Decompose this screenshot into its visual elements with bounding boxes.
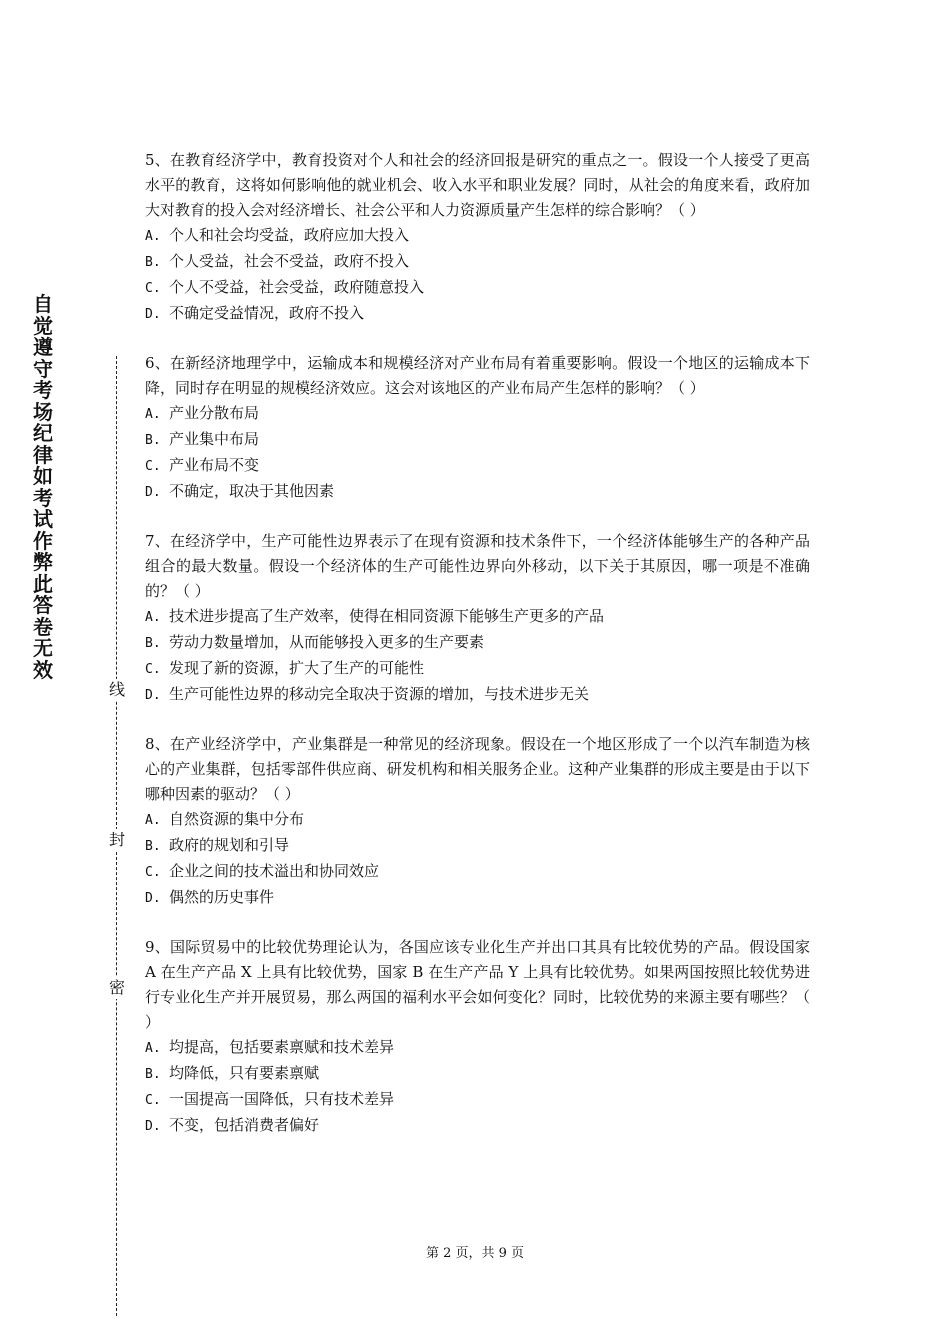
option-d[interactable]	[145, 1113, 810, 1139]
option-letter: A.	[145, 229, 161, 244]
option-b[interactable]	[145, 833, 810, 859]
option-a[interactable]	[145, 401, 810, 427]
option-a[interactable]	[145, 604, 810, 630]
option-a[interactable]	[145, 1035, 810, 1061]
option-letter: D.	[145, 307, 161, 322]
option-text: 产业分散布局	[169, 404, 260, 422]
option-d[interactable]	[145, 479, 810, 505]
question-stem: 6、在新经济地理学中，运输成本和规模经济对产业布局有着重要影响。假设一个地区的运输成本下降，同时存在明显的规模经济效应。这会对该地区的产业布局产生怎样的影响？（ ）	[145, 354, 810, 397]
option-letter: B.	[145, 433, 161, 448]
option-a[interactable]	[145, 807, 810, 833]
option-text: 政府的规划和引导	[169, 836, 290, 854]
option-d[interactable]	[145, 885, 810, 911]
question-9	[145, 935, 810, 1139]
option-a[interactable]	[145, 223, 810, 249]
option-letter: B.	[145, 839, 161, 854]
question-list	[145, 148, 810, 1163]
seal-label-mi: 密	[106, 977, 128, 999]
option-text: 均降低，只有要素禀赋	[169, 1064, 320, 1082]
option-text: 一国提高一国降低，只有技术差异	[169, 1090, 395, 1108]
option-c[interactable]	[145, 656, 810, 682]
option-letter: C.	[145, 1093, 161, 1108]
option-text: 自然资源的集中分布	[169, 810, 305, 828]
option-text: 不确定受益情况，政府不投入	[169, 304, 365, 322]
question-stem: 7、在经济学中，生产可能性边界表示了在现有资源和技术条件下，一个经济体能够生产的各种产品组合的最大数量。假设一个经济体的生产可能性边界向外移动，以下关于其原因，哪一项是不准确的？（ ）	[145, 532, 810, 600]
page-footer: 第 2 页，共 9 页	[425, 1246, 525, 1261]
option-c[interactable]	[145, 453, 810, 479]
option-b[interactable]	[145, 630, 810, 656]
option-text: 个人不受益，社会受益，政府随意投入	[169, 278, 425, 296]
option-letter: D.	[145, 1119, 161, 1134]
option-text: 不确定，取决于其他因素	[169, 482, 335, 500]
option-letter: B.	[145, 255, 161, 270]
exam-rules-notice: 自觉遵守考场纪律如考试作弊此答卷无效	[33, 292, 53, 682]
option-b[interactable]	[145, 249, 810, 275]
option-letter: A.	[145, 813, 161, 828]
question-stem: 8、在产业经济学中，产业集群是一种常见的经济现象。假设在一个地区形成了一个以汽车制造为核心的产业集群，包括零部件供应商、研发机构和相关服务企业。这种产业集群的形成主要是由于以下哪种因素的驱动？（ ）	[145, 735, 810, 803]
option-text: 产业集中布局	[169, 430, 260, 448]
question-stem: 9、国际贸易中的比较优势理论认为，各国应该专业化生产并出口其具有比较优势的产品。假设国家 A 在生产产品 X 上具有比较优势，国家 B 在生产产品 Y 上具有比较优势。如果两国按照比较优势进行专业化生产并开展贸易，那么两国的福利水平会如何变化？同时，比较优势的来源主要有哪些？（ ）	[145, 938, 810, 1031]
option-text: 企业之间的技术溢出和协同效应	[169, 862, 380, 880]
option-text: 均提高，包括要素禀赋和技术差异	[169, 1038, 395, 1056]
option-letter: D.	[145, 688, 161, 703]
option-text: 劳动力数量增加，从而能够投入更多的生产要素	[169, 633, 485, 651]
question-8	[145, 732, 810, 911]
option-letter: C.	[145, 459, 161, 474]
question-6	[145, 351, 810, 505]
option-letter: C.	[145, 865, 161, 880]
option-text: 个人和社会均受益，政府应加大投入	[169, 226, 410, 244]
option-text: 产业布局不变	[169, 456, 260, 474]
option-b[interactable]	[145, 1061, 810, 1087]
question-5	[145, 148, 810, 327]
option-letter: D.	[145, 891, 161, 906]
option-text: 偶然的历史事件	[169, 888, 275, 906]
option-letter: B.	[145, 1067, 161, 1082]
option-letter: C.	[145, 662, 161, 677]
option-text: 不变，包括消费者偏好	[169, 1116, 320, 1134]
question-7	[145, 529, 810, 708]
seal-label-xian: 线	[106, 679, 128, 701]
option-text: 生产可能性边界的移动完全取决于资源的增加，与技术进步无关	[169, 685, 590, 703]
option-letter: A.	[145, 407, 161, 422]
option-text: 个人受益，社会不受益，政府不投入	[169, 252, 410, 270]
option-letter: A.	[145, 1041, 161, 1056]
option-letter: C.	[145, 281, 161, 296]
option-d[interactable]	[145, 682, 810, 708]
option-c[interactable]	[145, 859, 810, 885]
option-letter: D.	[145, 485, 161, 500]
option-letter: B.	[145, 636, 161, 651]
option-c[interactable]	[145, 1087, 810, 1113]
binding-margin	[0, 0, 130, 1344]
question-stem: 5、在教育经济学中，教育投资对个人和社会的经济回报是研究的重点之一。假设一个人接受了更高水平的教育，这将如何影响他的就业机会、收入水平和职业发展？同时，从社会的角度来看，政府加大对教育的投入会对经济增长、社会公平和人力资源质量产生怎样的综合影响？（ ）	[145, 151, 810, 219]
option-d[interactable]	[145, 301, 810, 327]
option-letter: A.	[145, 610, 161, 625]
seal-label-feng: 封	[106, 829, 128, 851]
option-b[interactable]	[145, 427, 810, 453]
option-c[interactable]	[145, 275, 810, 301]
option-text: 发现了新的资源，扩大了生产的可能性	[169, 659, 425, 677]
option-text: 技术进步提高了生产效率，使得在相同资源下能够生产更多的产品	[169, 607, 605, 625]
